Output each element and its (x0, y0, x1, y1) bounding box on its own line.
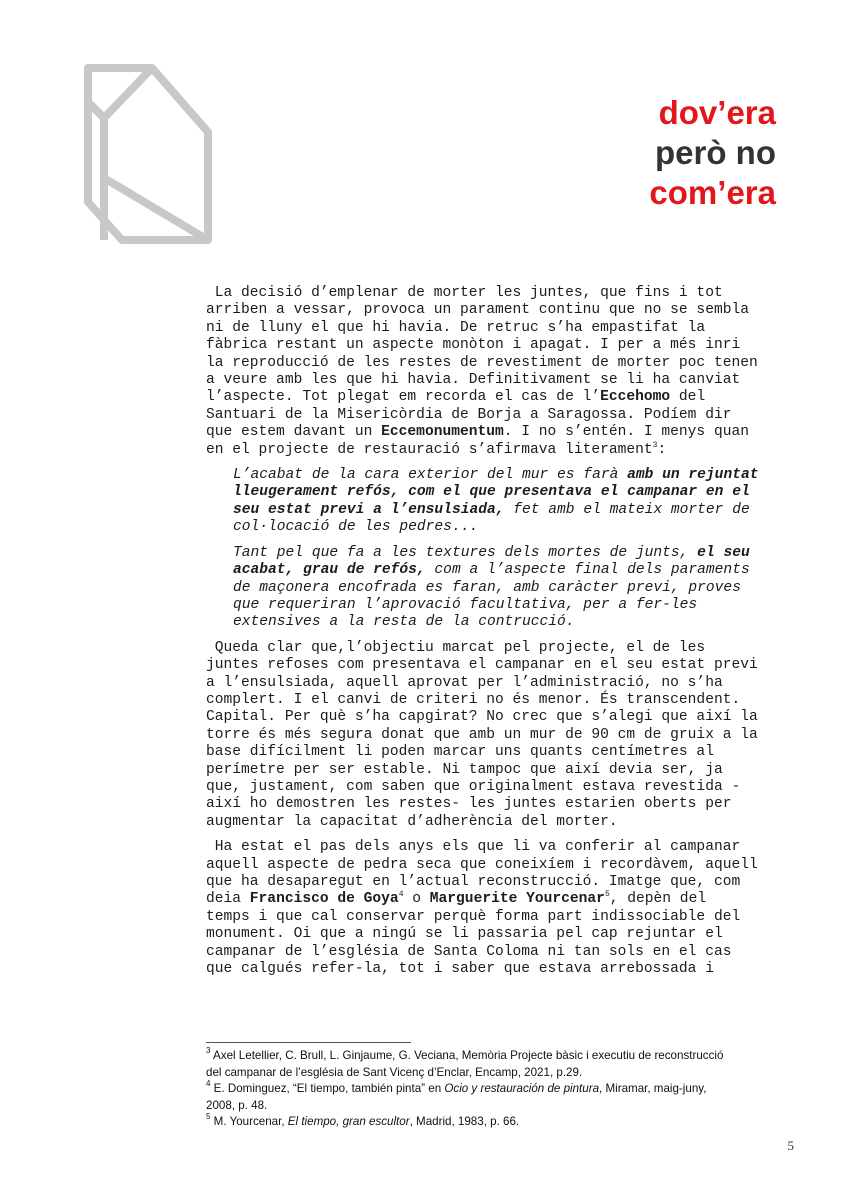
footnote-divider (206, 1042, 411, 1043)
title-line-1: dov’era (658, 94, 776, 131)
footnote-3: $^3$ Axel Letellier, C. Brull, L. Ginjaume, G. Veciana, Memòria Projecte bàsic i executiu de reconstrucció (206, 1046, 724, 1062)
footnote-ref-5: 5 (604, 890, 610, 900)
footnote-ref-4: 4 (398, 890, 404, 900)
title-line-2: però no (655, 134, 776, 171)
page-number: 5 (787, 1138, 794, 1153)
footnotes: $^3$ Axel Letellier, C. Brull, L. Ginjaume, G. Veciana, Memòria Projecte bàsic i executiu de reconstrucció del campanar de l’església de Sant Vicenç d’Enclar, Encamp, 2021, p.29. $^4$ E. Dominguez, “El tiempo, también pinta” en Ocio y restauración de pintura, Miramar, maig-juny, 2008, p. 48. $^5$ M. Yourcenar, El tiempo, gran escultor, Madrid, 1983, p. 66. (206, 1048, 806, 1131)
footnote-4: $^4$ E. Dominguez, “El tiempo, también pinta” en Ocio y restauración de pintura, Miramar, maig-juny, (206, 1079, 707, 1096)
stone-block-logo-icon (82, 62, 214, 250)
eccehomo-term: Eccehomo (600, 389, 671, 406)
paragraph-3: Ha estat el pas dels anys els que li va conferir al campanar aquell aspecte de pedra seca que coneixíem i recordàvem, aquell que ha desaparegut en l’actual reconstrucció. Imatge que, com deia Francisco de Goya$^4$ o Marguerite Yourcenar$^5$, depèn del temps i que cal conservar perquè forma part indissociable del monument. Oi que a ningú se li passaria pel cap rejuntar el campanar de l’església de Santa Coloma ni tan sols en el cas que calgués refer-la, tot i saber que estava arrebossada i (206, 839, 758, 978)
paragraph-1: La decisió d’emplenar de morter les juntes, que fins i tot arriben a vessar, provoca un parament continu que no se sembla ni de lluny el que hi havia. De retruc s’ha empastifat la fàbrica restant un aspecte monòton i apagat. I per a més inri la reproducció de les restes de revestiment de morter poc tenen a veure amb les que hi havia. Definitivament se li ha canviat l’aspecte. Tot plegat em recorda el cas de l’Eccehomo del Santuari de la Misericòrdia de Borja a Saragossa. Podíem dir que estem davant un Eccemonumentum. I no s’entén. I menys quan en el projecte de restauració s’afirmava literament$^3$: (206, 285, 758, 458)
paragraph-2: Queda clar que,l’objectiu marcat pel projecte, el de les juntes refoses com presentava el campanar en el seu estat previ a l’ensulsiada, aquell aprovat per l’administració, no s’ha complert. I el canvi de criteri no és menor. És transcendent. Capital. Per què s’ha capgirat? No crec que s’alegi que així la torre és més segura donat que amb un mur de 90 cm de gruix a la base difícilment li poden marcar uns quants centímetres al perímetre per ser estable. Ni tampoc que així devia ser, ja que, justament, com saben que originalment estava revestida - així ho demostren les restes- les juntes estarien oberts per augmentar la capacitat d’adherència del morter. (206, 639, 758, 830)
footnote-5: $^5$ M. Yourcenar, El tiempo, gran escultor, Madrid, 1983, p. 66. (206, 1112, 520, 1129)
article-body (206, 285, 796, 986)
quote-2: Tant pel que fa a les textures dels mortes de junts, el seu acabat, grau de refós, com a l’aspecte final dels paraments de maçonera encofrada es faran, amb caràcter previ, proves que requeriran l’aprovació facultativa, per a fer-les extensives a la resta de la contrucció. (233, 544, 750, 631)
eccemonumentum-term: Eccemonumentum (381, 424, 504, 441)
quote-1: L’acabat de la cara exterior del mur es farà amb un rejuntat lleugerament refós, com el que presentava el campanar en el seu estat previ a l’ensulsiada, fet amb el mateix morter de col·locació de les pedres... (233, 467, 759, 536)
footnote-ref-3: 3 (652, 440, 658, 450)
page-title (649, 93, 776, 213)
title-line-3: com’era (649, 174, 776, 211)
yourcenar-name: Marguerite Yourcenar (429, 891, 605, 908)
goya-name: Francisco de Goya (249, 891, 399, 908)
